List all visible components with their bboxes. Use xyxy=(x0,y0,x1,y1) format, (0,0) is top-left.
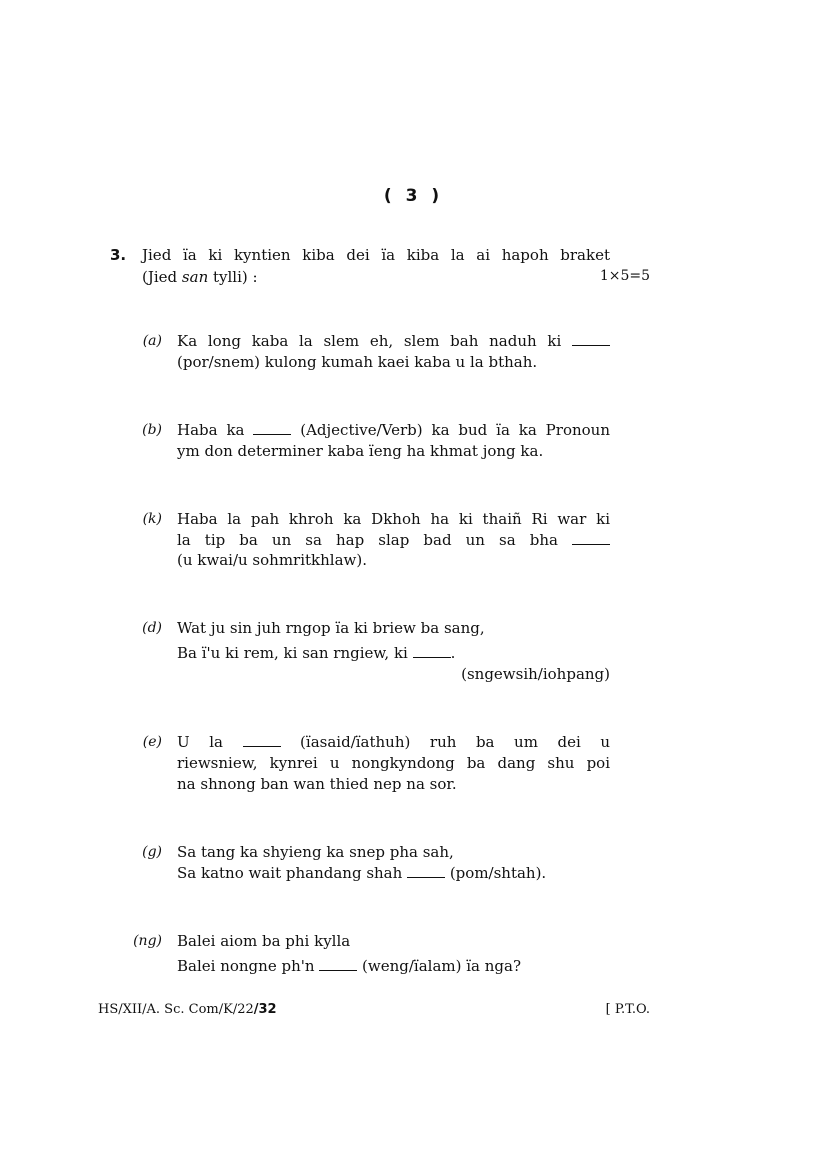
item-label-k: (k) xyxy=(142,511,162,527)
item-k-line-2 xyxy=(177,531,610,549)
instruction-note-prefix: (Jied xyxy=(142,268,182,286)
paper-code xyxy=(98,1002,277,1017)
item-ng-text-post: (weng/ïalam) ïa nga? xyxy=(357,957,522,975)
item-ng-text-pre: Balei nongne ph'n xyxy=(177,957,320,975)
item-g-line-2 xyxy=(177,864,610,882)
fill-blank xyxy=(413,645,451,658)
item-g-text-pre: Sa katno wait phandang shah xyxy=(177,864,408,882)
item-b-line-1 xyxy=(177,421,610,439)
paper-code-bold: /32 xyxy=(253,1002,277,1017)
item-e-text-pre: U la xyxy=(177,733,243,751)
instruction-note-suffix: tylli) : xyxy=(208,268,258,286)
fill-blank xyxy=(243,734,281,747)
item-d-line-1: Wat ju sin juh rngop ïa ki briew ba sang, xyxy=(177,619,485,637)
item-ng-line-2 xyxy=(177,957,610,975)
item-label-ng: (ng) xyxy=(133,933,162,949)
marks: 1×5=5 xyxy=(599,268,650,284)
item-ng-line-1: Balei aiom ba phi kylla xyxy=(177,932,351,950)
item-d-options: (sngewsih/iohpang) xyxy=(461,665,610,683)
question-number: 3. xyxy=(110,246,127,264)
item-g-text-post: (pom/shtah). xyxy=(445,864,547,882)
item-e-line-2: riewsniew, kynrei u nongkyndong ba dang shu poi xyxy=(177,754,610,772)
item-a-text: Ka long kaba la slem eh, slem bah naduh ki xyxy=(177,332,572,350)
item-k-text: la tip ba un sa hap slap bad un sa bha xyxy=(177,531,572,549)
item-k-line-3: (u kwai/u sohmritkhlaw). xyxy=(177,551,367,569)
question-instruction-note xyxy=(142,268,258,286)
item-g-line-1: Sa tang ka shyieng ka snep pha sah, xyxy=(177,843,454,861)
item-k-line-1: Haba la pah khroh ka Dkhoh ha ki thaiñ Ri war ki xyxy=(177,510,610,528)
item-e-line-3: na shnong ban wan thied nep na sor. xyxy=(177,775,457,793)
item-label-a: (a) xyxy=(142,333,162,349)
page-number: ( 3 ) xyxy=(383,186,444,206)
paper-code-text: HS/XII/A. Sc. Com/K/22 xyxy=(98,1002,254,1017)
item-d-line-2 xyxy=(177,644,610,662)
instruction-note-emphasis: san xyxy=(181,268,209,286)
item-label-b: (b) xyxy=(142,422,162,438)
fill-blank xyxy=(572,532,610,545)
question-instruction: Jied ïa ki kyntien kiba dei ïa kiba la ai hapoh braket xyxy=(142,246,610,264)
item-label-e: (e) xyxy=(142,734,162,750)
item-label-g: (g) xyxy=(142,844,162,860)
item-b-text-post: (Adjective/Verb) ka bud ïa ka Pronoun xyxy=(291,421,610,439)
fill-blank xyxy=(407,865,445,878)
fill-blank xyxy=(319,958,357,971)
item-label-d: (d) xyxy=(142,620,162,636)
item-a-line-1 xyxy=(177,332,610,350)
item-d-text-pre: Ba ï'u ki rem, ki san rngiew, ki xyxy=(177,644,413,662)
fill-blank xyxy=(253,422,291,435)
item-e-text-post: (ïasaid/ïathuh) ruh ba um dei u xyxy=(280,733,610,751)
item-b-text-pre: Haba ka xyxy=(177,421,254,439)
item-a-line-2: (por/snem) kulong kumah kaei kaba u la bthah. xyxy=(177,353,538,371)
pto-label: [ P.T.O. xyxy=(605,1002,650,1017)
item-e-line-1 xyxy=(177,733,610,751)
item-b-line-2: ym don determiner kaba ïeng ha khmat jong ka. xyxy=(177,442,544,460)
item-d-text-post: . xyxy=(450,644,456,662)
fill-blank xyxy=(572,333,610,346)
